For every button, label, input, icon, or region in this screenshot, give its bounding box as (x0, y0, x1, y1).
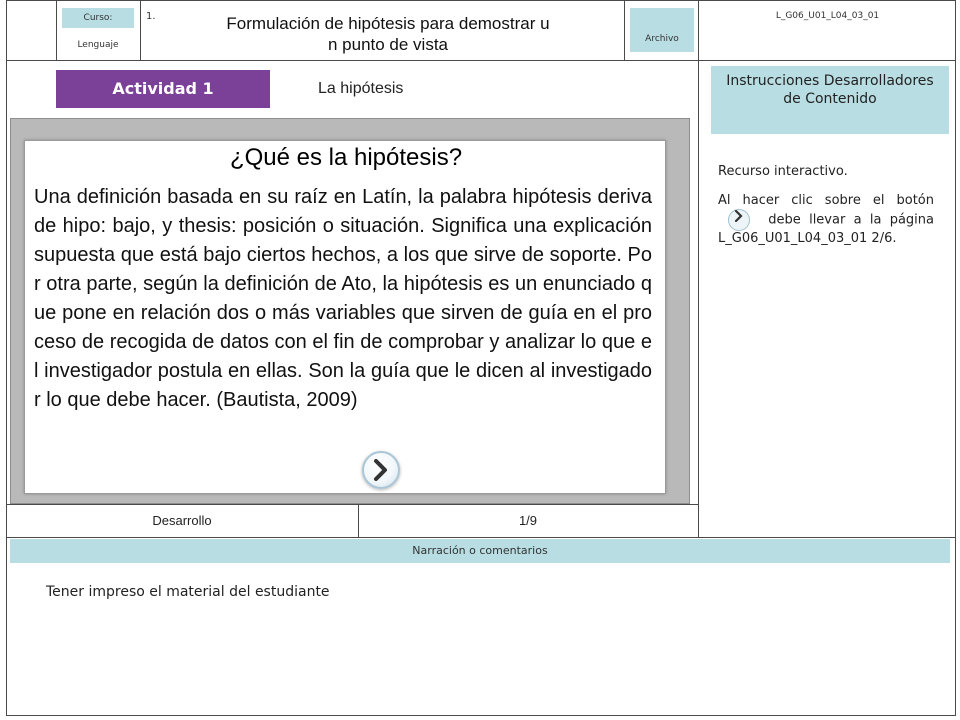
narration-title: Narración o comentarios (10, 539, 950, 563)
top-border (6, 0, 956, 1)
header-divider-3 (624, 0, 625, 60)
next-button[interactable] (362, 451, 400, 489)
page-indicator: 1/9 (518, 513, 538, 528)
inline-next-button (728, 209, 750, 231)
lesson-title: Formulación de hipótesis para demostrar u n punto de vista (226, 14, 550, 54)
chevron-right-icon (734, 210, 744, 222)
section-label: Desarrollo (152, 513, 212, 528)
instructions-text-after: debe llevar a la página L_G06_U01_L04_03_01 2/6. (718, 212, 934, 246)
curso-label: Curso: (62, 8, 134, 28)
narration-text: Tener impreso el material del estudiante (46, 584, 330, 600)
instructions-paragraph (718, 193, 934, 247)
activity-tag: Actividad 1 (56, 70, 270, 108)
instructions-title: Instrucciones Desarrolladores de Contenido (711, 66, 949, 134)
header-divider-1 (56, 0, 57, 60)
chevron-right-icon (372, 459, 390, 481)
card-question: ¿Qué es la hipótesis? (229, 144, 463, 171)
activity-subtitle: La hipótesis (318, 80, 404, 97)
instructions-text-before: Al hacer clic sobre el botón (718, 193, 934, 208)
header-bottom-border (6, 60, 956, 61)
right-border (955, 0, 956, 716)
left-border (6, 0, 7, 716)
narration-top-border (6, 537, 956, 538)
file-code: L_G06_U01_L04_03_01 (775, 11, 880, 21)
header-divider-2 (140, 0, 141, 60)
footer-row-top (6, 504, 699, 505)
header-divider-4 (698, 0, 699, 60)
content-card (24, 140, 666, 494)
curso-value: Lenguaje (77, 40, 119, 50)
main-vertical-divider (698, 60, 699, 537)
archivo-label: Archivo (630, 8, 694, 52)
lesson-number: 1. (146, 11, 156, 22)
bottom-border (6, 715, 956, 716)
instructions-line1: Recurso interactivo. (718, 164, 848, 179)
card-body-text: Una definición basada en su raíz en Latín, la palabra hipótesis deriva de hipo: bajo, y thesis: posición o situación. Significa una explicación supuesta que está bajo ciertos hechos, a los que sirve de soporte. Por otra parte, según la definición de Ato, la hipótesis es un enunciado que pone en relación dos o más variables que sirven de guía en el proceso de recogida de datos con el fin de comprobar y analizar lo que el investigador postula en ellas. Son la guía que le dicen al investigador lo que debe hacer. (Bautista, 2009) (34, 186, 652, 411)
